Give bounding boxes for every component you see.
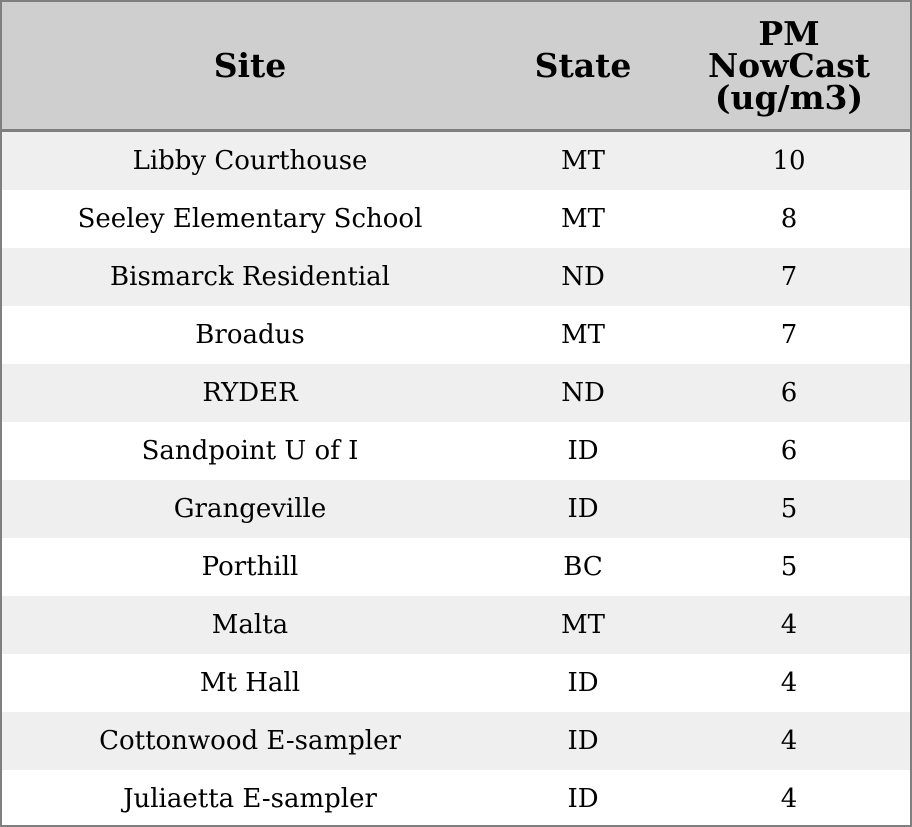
cell-pm-nowcast: 4 [780,610,798,640]
table-row [2,480,910,538]
cell-pm-nowcast: 7 [780,320,798,350]
cell-pm-nowcast: 4 [780,726,798,756]
column-header-pm-nowcast: PM NowCast (ug/m3) [707,13,871,117]
table-row [2,712,910,770]
table-row [2,538,910,596]
cell-pm-nowcast: 6 [780,436,798,466]
cell-site: Broadus [195,320,305,350]
cell-site: Mt Hall [199,668,301,698]
table-row [2,248,910,306]
cell-state: ID [567,436,599,466]
cell-state: MT [561,204,605,234]
cell-state: MT [561,610,605,640]
cell-site: Juliaetta E-sampler [123,784,377,814]
cell-state: ND [561,262,605,292]
cell-site: RYDER [202,378,298,408]
cell-pm-nowcast: 5 [780,552,798,582]
cell-site: Grangeville [173,494,327,524]
cell-site: Bismarck Residential [110,262,390,292]
cell-pm-nowcast: 7 [780,262,798,292]
cell-state: ID [567,668,599,698]
cell-state: ID [567,726,599,756]
table-row [2,364,910,422]
table-row [2,132,910,190]
cell-site: Cottonwood E-sampler [99,726,401,756]
cell-site: Seeley Elementary School [77,204,423,234]
cell-pm-nowcast: 10 [772,146,806,176]
cell-site: Malta [211,610,289,640]
table-row [2,422,910,480]
cell-pm-nowcast: 4 [780,668,798,698]
cell-state: ID [567,494,599,524]
cell-state: MT [561,320,605,350]
table-row [2,654,910,712]
cell-site: Sandpoint U of I [141,436,359,466]
cell-state: ND [561,378,605,408]
table-row [2,306,910,364]
cell-state: ID [567,784,599,814]
cell-state: BC [563,552,603,582]
cell-site: Libby Courthouse [132,146,368,176]
table-header [2,2,910,132]
column-header-site: Site [213,45,287,85]
cell-site: Porthill [201,552,299,582]
table-row [2,770,910,827]
table-row [2,190,910,248]
table-body [2,132,910,827]
cell-pm-nowcast: 6 [780,378,798,408]
cell-pm-nowcast: 8 [780,204,798,234]
table-row [2,596,910,654]
cell-pm-nowcast: 5 [780,494,798,524]
cell-state: MT [561,146,605,176]
cell-pm-nowcast: 4 [780,784,798,814]
column-header-state: State [534,45,632,85]
